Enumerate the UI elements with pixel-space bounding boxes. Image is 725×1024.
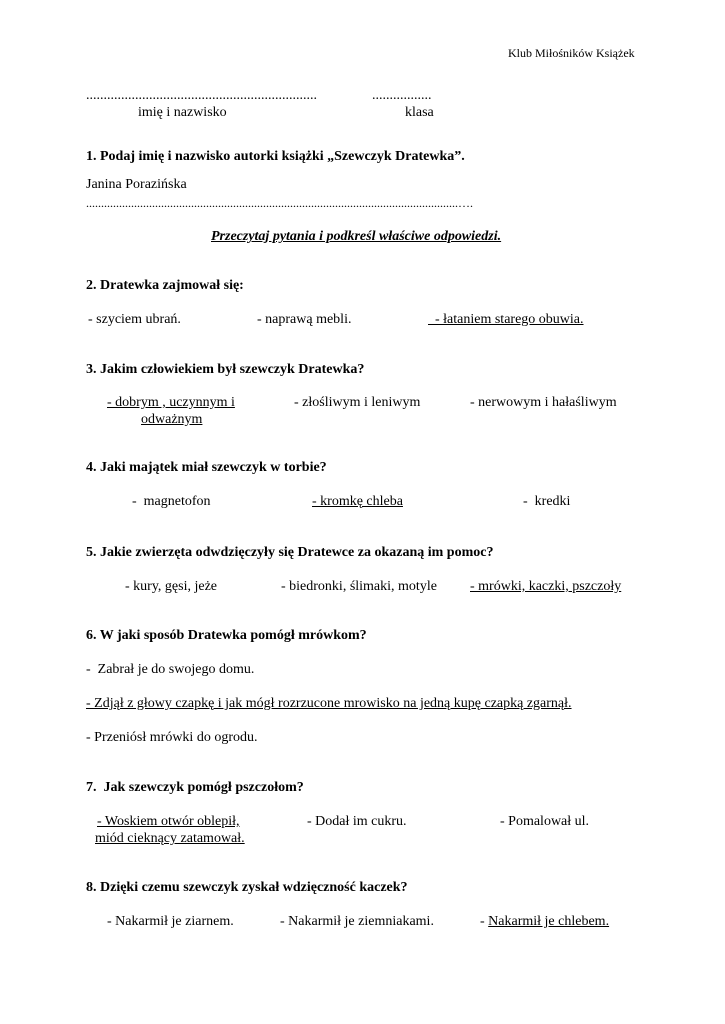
q5-option-b: - biedronki, ślimaki, motyle [281,579,437,594]
q4-option-c: - kredki [523,494,571,509]
answer-1-dots: ............................................................................................................................…. [86,196,473,210]
question-1: 1. Podaj imię i nazwisko autorki książki „Szewczyk Dratewka”. [86,149,465,164]
question-7: 7. Jak szewczyk pomógł pszczołom? [86,780,304,795]
name-dots: .................................................................. [86,88,317,103]
q7-option-c: - Pomalował ul. [500,814,590,829]
q6-option-a: - Zabrał je do swojego domu. [86,662,255,677]
q5-option-a: - kury, gęsi, jeże [125,579,217,594]
q4-option-a: - magnetofon [132,494,211,509]
question-6: 6. W jaki sposób Dratewka pomógł mrówkom? [86,628,367,643]
q2-option-a: - szyciem ubrań. [88,312,181,327]
q8-option-c-prefix: - [480,914,489,929]
class-dots: ................. [372,88,432,103]
q5-option-c: - mrówki, kaczki, pszczoły [470,579,622,594]
question-8: 8. Dzięki czemu szewczyk zyskał wdzięczność kaczek? [86,880,408,895]
q6-option-b: - Zdjął z głowy czapkę i jak mógł rozrzucone mrowisko na jedną kupę czapką zgarnął. [86,696,572,711]
q4-option-b: - kromkę chleba [312,494,403,509]
q8-option-c-text: Nakarmił je chlebem. [488,914,610,929]
q7-option-a-line2: miód cieknący zatamował. [95,831,245,846]
name-label: imię i nazwisko [138,105,227,120]
q8-option-b: - Nakarmił je ziemniakami. [280,914,434,929]
question-5: 5. Jakie zwierzęta odwdzięczyły się Dratewce za okazaną im pomoc? [86,545,494,560]
q6-option-c: - Przeniósł mrówki do ogrodu. [86,730,258,745]
q7-option-b: - Dodał im cukru. [307,814,407,829]
question-4: 4. Jaki majątek miał szewczyk w torbie? [86,460,327,475]
question-2: 2. Dratewka zajmował się: [86,278,244,293]
q8-option-a: - Nakarmił je ziarnem. [107,914,234,929]
q3-option-b: - złośliwym i leniwym [294,395,421,410]
q3-option-a-line1: - dobrym , uczynnym i [107,395,235,410]
q3-option-a-line2: odważnym [141,412,203,427]
class-label: klasa [405,105,434,120]
q2-option-b: - naprawą mebli. [257,312,352,327]
q8-option-c [480,913,609,931]
q2-option-c: - łataniem starego obuwia. [428,312,584,327]
q7-option-a-line1: - Woskiem otwór oblepił, [97,814,240,829]
question-3: 3. Jakim człowiekiem był szewczyk Dratewka? [86,362,365,377]
instruction: Przeczytaj pytania i podkreśl właściwe odpowiedzi. [211,229,502,244]
q3-option-c: - nerwowym i hałaśliwym [470,395,617,410]
club-header: Klub Miłośników Książek [508,46,635,60]
answer-1: Janina Porazińska [86,177,187,192]
